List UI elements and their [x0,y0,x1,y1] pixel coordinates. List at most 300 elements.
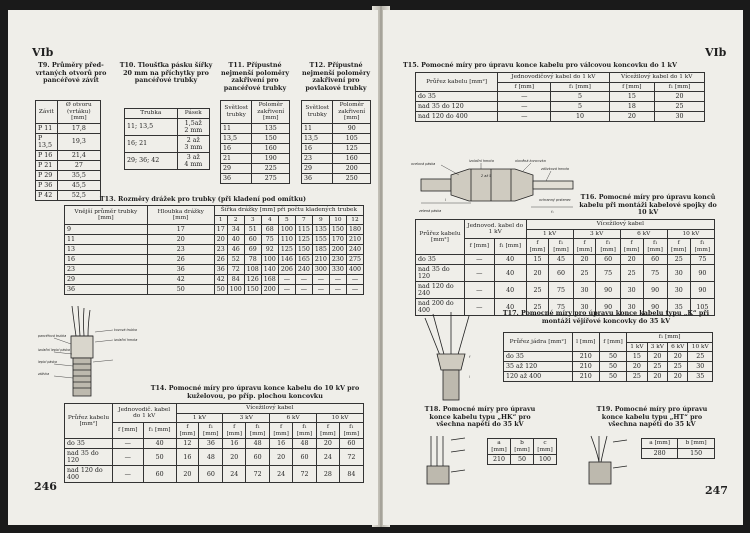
table-cell: 168 [261,275,278,285]
t19-title: T19. Pomocné míry pro úpravu konce kabelu typu „HT“ pro všechna napětí do 35 kV [596,405,708,429]
table-cell: 75 [549,299,573,316]
table-cell: — [278,285,295,295]
header-cell: f₁ [mm] [690,239,714,255]
table-cell: 60 [244,235,261,245]
table-cell: 25 [526,299,549,316]
header-cell: 10 kV [317,413,364,423]
table-cell: 35 [667,299,690,316]
table-cell: 16; 21 [125,135,178,152]
table-cell: 135 [312,225,329,235]
table-cell: 330 [329,265,346,275]
table-cell: 28 [317,466,340,483]
table-cell: 90 [690,282,714,299]
table-cell: do 35 [65,439,113,449]
table-row [36,180,101,190]
table-row [302,173,371,183]
t15-title: T15. Pomocné míry pro úpravu konce kabelu pro válcovou koncovku do 1 kV [403,61,677,69]
table-cell: 30 [620,282,643,299]
t17-header-cross: Průřez jádra [mm²] [504,333,573,352]
header-cell: 3 [244,215,261,225]
table-cell: — [112,439,143,449]
header-cell: 5 [278,215,295,225]
table-cell: 45,5 [57,180,100,190]
t12-table [301,100,371,184]
table-cell: 400 [346,265,363,275]
table-cell: 40 [494,282,526,299]
table-row [221,173,290,183]
fig-label: pancéřová trubka [38,334,67,338]
header-cell: 1 [214,215,227,225]
table-cell: do 35 [416,92,498,102]
table-cell: 16 [221,143,252,153]
table-row [416,265,715,282]
table-cell: 50 [147,285,214,295]
table-cell: 275 [346,255,363,265]
table-cell: 135 [252,123,290,133]
fig-label: ochranný prstenec [539,198,571,202]
table-cell: 90 [690,265,714,282]
table-cell: 150 [244,285,261,295]
table-cell: 3 až 4 mm [177,152,209,169]
table-cell: 25 [620,265,643,282]
t10-header: Pásek [177,109,209,119]
table-cell: 48 [199,449,223,466]
table-cell: 18 [609,102,655,112]
header-cell: b [mm] [678,439,715,449]
table-cell: 45 [549,255,573,265]
table-cell: 20 [223,449,246,466]
table-row [65,439,364,449]
table-cell: 180 [346,225,363,235]
t14-body [65,439,364,483]
table-cell: 30 [667,282,690,299]
conduit-cable-figure [38,302,148,400]
table-cell: 25 [667,255,690,265]
t16-header-multi: Vícežilový kabel [526,220,714,230]
table-cell: 2 až 3 mm [177,135,209,152]
cylindrical-termination-figure [411,157,591,215]
t14-title: T14. Pomocné míry pro úpravu konce kabelu do 10 kV pro kuželovou, po příp. plochou koncovku [150,384,360,400]
table-cell: 25 [627,372,647,382]
header-cell: 4 [261,215,278,225]
table-row [65,245,364,255]
table-cell: 25 [573,265,596,282]
t17-header-f1: f₁ [mm] [627,333,713,343]
table-cell: 72 [246,466,270,483]
table-cell: 200 [333,163,371,173]
t10-header: Trubka [125,109,178,119]
t16-body [416,255,715,316]
table-cell: 20 [147,235,214,245]
table-row [65,235,364,245]
table-cell: 26 [214,255,227,265]
header-cell: f [mm] [526,239,549,255]
t18-row [488,455,557,465]
fig-label: 2 až 5 [481,174,492,178]
table-cell: 30 [620,299,643,316]
header-cell: 2 [227,215,244,225]
table-cell: 90 [643,299,667,316]
table-cell: 50 [599,362,626,372]
header-cell: f₁ [mm] [643,239,667,255]
table-cell: 105 [333,133,371,143]
table-cell: 140 [261,265,278,275]
t13-header-depth: Hloubka drážky [mm] [147,206,214,225]
header-cell: f [mm] [667,239,690,255]
table-row [125,135,210,152]
table-cell: 60 [199,466,223,483]
table-cell: 150 [329,225,346,235]
header-cell: a [mm] [488,439,511,455]
header-cell: c [mm] [534,439,557,455]
table-cell: 10 [551,112,609,122]
t14-header-multi: Vícežilový kabel [176,404,363,414]
table-cell: 20 [573,255,596,265]
table-cell: P 36 [36,180,58,190]
t9-title: T9. Průměry před-vrtaných otvorů pro pancéřové závit [35,61,107,85]
table-cell: 50 [599,372,626,382]
header-cell: f₁ [mm] [596,239,620,255]
header-cell: 3 kV [573,229,620,239]
page-number: 246 [34,480,57,493]
table-cell: 160 [333,153,371,163]
table-cell: — [295,275,312,285]
table-cell: 26 [147,255,214,265]
table-cell: 100 [227,285,244,295]
table-cell: 190 [252,153,290,163]
table-row [302,133,371,143]
table-cell: 50 [214,285,227,295]
table-cell: 12 [176,439,199,449]
header-cell: f₁ [mm] [494,239,526,255]
table-cell: 20 [668,352,688,362]
table-cell: 20 [609,112,655,122]
table-cell: 16 [270,439,293,449]
table-cell: — [464,299,494,316]
t12-title: T12. Přípustné nejmenší poloměry zakřivení pro povlakové trubky [301,61,371,92]
table-cell: 225 [252,163,290,173]
table-cell: 20 [214,235,227,245]
t16-table [415,219,715,316]
table-cell: 20 [317,439,340,449]
table-cell: 5 [551,102,609,112]
table-cell: — [295,285,312,295]
table-cell: 75 [690,255,714,265]
table-cell: 36 [221,173,252,183]
fig-label: zelená páska [419,209,442,213]
table-cell: 125 [278,245,295,255]
t12-body [302,123,371,183]
table-cell: 11 [221,123,252,133]
header-cell: 1 kV [627,342,647,352]
table-cell: 16 [65,255,148,265]
table-row [221,163,290,173]
table-cell: 15 [627,352,647,362]
left-page [8,10,378,525]
table-cell: 36 [147,265,214,275]
table-cell: — [112,466,143,483]
header-cell: f₁ [mm] [551,82,609,92]
table-cell: 240 [346,245,363,255]
table-row [36,150,101,160]
t14-table [64,403,364,483]
table-row [221,123,290,133]
table-cell: 210 [572,362,599,372]
table-row [125,152,210,169]
hk-cable-figure [421,432,477,488]
fig-label: l [445,198,446,202]
table-row [36,170,101,180]
table-cell: 240 [295,265,312,275]
table-cell: 115 [295,225,312,235]
table-cell: 19,3 [57,133,100,150]
table-cell: P 42 [36,190,58,200]
t18-title: T18. Pomocné míry pro úpravu konce kabelu typu „HK“ pro všechna napětí do 35 kV [424,405,536,429]
table-cell: 75 [596,265,620,282]
table-cell: 210 [488,455,511,465]
t12-header: Poloměr zakřivení [mm] [333,101,371,124]
fig-label: zálivka [38,372,50,376]
table-row [65,225,364,235]
t14-header-single: Jednovodič. kabel do 1 kV [112,404,176,423]
header-cell: f₁ [mm] [292,423,316,439]
header-cell: 10 kV [667,229,714,239]
table-cell: 16 [176,449,199,466]
table-cell: 30 [573,282,596,299]
fig-label: kovová trubka [114,328,137,332]
table-cell: 69 [244,245,261,255]
header-cell: a [mm] [642,439,678,449]
fan-termination-figure [411,308,491,404]
table-cell: 72 [292,466,316,483]
table-row [416,92,705,102]
fig-label: f₁ [551,210,554,214]
table-cell: 126 [244,275,261,285]
t11-table [220,100,290,184]
table-cell: — [498,92,551,102]
table-cell: 16 [302,143,333,153]
table-cell: 92 [261,245,278,255]
table-cell: P 13,5 [36,133,58,150]
table-cell: — [312,275,329,285]
table-cell: P 16 [36,150,58,160]
table-cell: 75 [261,235,278,245]
table-row [504,362,713,372]
table-cell: 60 [643,255,667,265]
table-cell: 40 [227,235,244,245]
section-label: VIb [32,46,54,59]
t17-header-l: l [mm] [572,333,599,352]
table-cell: 13,5 [302,133,333,143]
table-cell: — [464,282,494,299]
table-row [302,163,371,173]
table-cell: 11 [65,235,148,245]
svg-text:l: l [469,375,470,379]
header-cell: f₁ [mm] [143,423,176,439]
table-cell: nad 35 do 120 [416,265,465,282]
table-cell: 78 [244,255,261,265]
table-cell: 42 [214,275,227,285]
t9-header: Ø otvoru (vrtáku) [mm] [57,101,100,124]
table-cell: 160 [252,143,290,153]
header-cell: f₁ [mm] [549,239,573,255]
t13-title: T13. Rozměry drážek pro trubky (při kladení pod omítku) [99,195,307,203]
table-cell: 36 [199,439,223,449]
table-cell: 20 [176,466,199,483]
table-cell: 11; 13,5 [125,118,178,135]
table-cell: 90 [596,282,620,299]
fig-label: izolační hmota [114,338,138,342]
table-cell: 17 [147,225,214,235]
table-cell: 20 [647,372,667,382]
table-cell: 100 [261,255,278,265]
t17-table [503,332,713,382]
table-cell: 72 [339,449,363,466]
table-cell: 60 [339,439,363,449]
t10-body [125,118,210,169]
table-cell: 50 [510,455,533,465]
t13-table [64,205,364,295]
table-cell: 20 [647,352,667,362]
table-cell: 25 [688,352,713,362]
table-cell: 30 [573,299,596,316]
table-cell: 29 [221,163,252,173]
table-cell: 40 [494,299,526,316]
table-cell: do 35 [504,352,573,362]
header-cell: f [mm] [223,423,246,439]
table-cell: — [312,285,329,295]
t16-header-cross: Průřez kabelu [mm²] [416,220,465,255]
table-cell: 20 [620,255,643,265]
table-cell: P 21 [36,160,58,170]
table-row [65,275,364,285]
table-cell: 24 [270,466,293,483]
table-cell: 35 až 120 [504,362,573,372]
table-cell: 155 [312,235,329,245]
table-row [65,466,364,483]
t19-header-row [642,439,715,449]
t9-body [36,123,101,200]
header-cell: f [mm] [317,423,340,439]
t16-header-single: Jednovod. kabel do 1 kV [464,220,526,239]
table-cell: 34 [227,225,244,235]
table-row [302,143,371,153]
table-cell: 48 [246,439,270,449]
table-cell: 21,4 [57,150,100,160]
table-cell: 275 [252,173,290,183]
table-cell: 35,5 [57,170,100,180]
table-cell: 23 [65,265,148,275]
table-cell: 27 [57,160,100,170]
table-cell: 15 [609,92,655,102]
table-cell: P 29 [36,170,58,180]
t11-header: Poloměr zakřivení [mm] [252,101,290,124]
table-cell: 110 [278,235,295,245]
table-cell: — [329,275,346,285]
section-label: VIb [705,46,727,59]
t13-header-width: Šířka drážky [mm] při počtu kladených trubek [214,206,363,216]
table-row [65,449,364,466]
table-cell: 1,5až 2 mm [177,118,209,135]
header-cell: f₁ [mm] [655,82,705,92]
t16-title: T16. Pomocné míry pro úpravu konců kabelu při montáži kabelové spojky do 10 kV [579,193,717,217]
table-row [65,265,364,275]
t9-header: Závit [36,101,58,124]
table-cell: 52,5 [57,190,100,200]
table-cell: 20 [526,265,549,282]
table-cell: 185 [312,245,329,255]
table-cell: 36 [302,173,333,183]
table-cell: nad 200 do 400 [416,299,465,316]
table-cell: 5 [551,92,609,102]
table-cell: — [464,255,494,265]
table-cell: 250 [333,173,371,183]
header-cell: f₁ [mm] [199,423,223,439]
table-row [416,112,705,122]
table-cell: 108 [244,265,261,275]
header-cell: 7 [295,215,312,225]
fig-label: zálivková hmota [541,167,569,171]
table-cell: 20 [270,449,293,466]
table-cell: 200 [261,285,278,295]
header-cell: 6 kV [270,413,317,423]
t15-body [416,92,705,122]
header-cell: 1 kV [526,229,573,239]
table-cell: 13 [65,245,148,255]
table-cell: 35 [688,372,713,382]
table-cell: 48 [292,439,316,449]
table-row [65,255,364,265]
table-cell: 29 [302,163,333,173]
table-cell: 150 [678,448,715,458]
table-cell: 50 [599,352,626,362]
table-cell: 72 [227,265,244,275]
table-cell: 90 [333,123,371,133]
table-cell: 230 [329,255,346,265]
table-cell: 24 [317,449,340,466]
table-cell: 280 [642,448,678,458]
table-cell: 100 [534,455,557,465]
t14-header-cross: Průřez kabelu [mm²] [65,404,113,439]
right-page [383,10,743,525]
t15-table [415,72,705,122]
header-cell: 10 kV [688,342,713,352]
table-row [416,102,705,112]
table-cell: 20 [655,92,705,102]
table-cell: 51 [244,225,261,235]
table-cell: 75 [643,265,667,282]
header-cell: 3 kV [223,413,270,423]
t9-table [35,100,101,201]
t11-body [221,123,290,183]
table-cell: 29; 36; 42 [125,152,178,169]
table-cell: nad 120 do 400 [416,112,498,122]
table-cell: 17,8 [57,123,100,133]
table-cell: 25 [526,282,549,299]
header-cell: f [mm] [498,82,551,92]
table-cell: — [278,275,295,285]
table-cell: 90 [643,282,667,299]
fig-label: olověná koncovka [515,159,546,163]
table-cell: 170 [329,235,346,245]
t15-header-single: Jednovodičový kabel do 1 kV [498,73,609,83]
t19-table [641,438,715,459]
table-cell: 150 [295,245,312,255]
table-row [416,255,715,265]
table-row [302,123,371,133]
t15-header-multi: Vícežilový kabel do 1 kV [609,73,704,83]
t18-header-row [488,439,557,455]
